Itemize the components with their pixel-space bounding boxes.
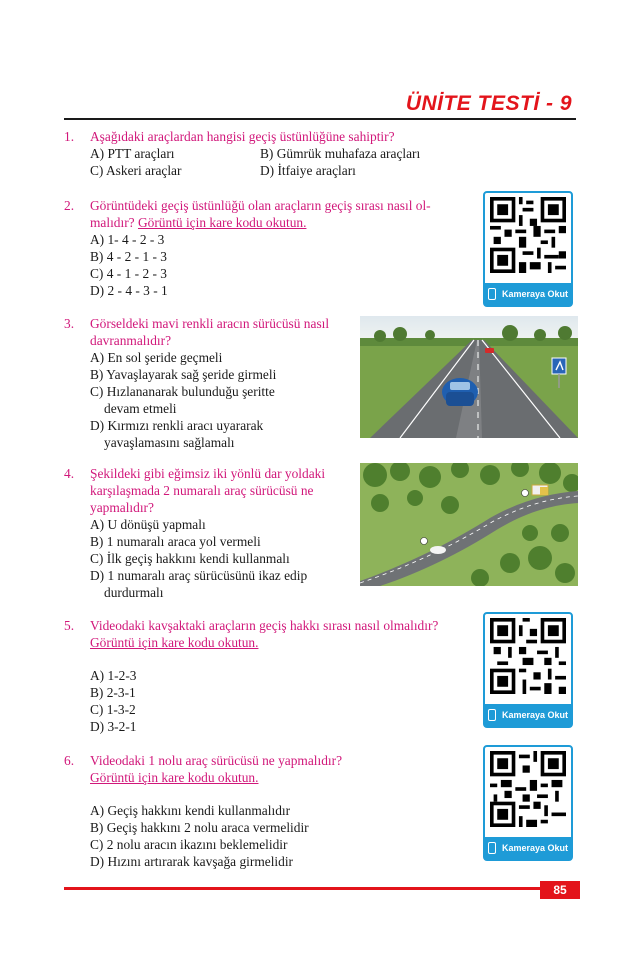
phone-icon xyxy=(488,709,496,721)
option-d-continued: durdurmalı xyxy=(104,585,164,600)
option-c[interactable]: C) 2 nolu aracın ikazını beklemelidir xyxy=(90,837,288,852)
option-a[interactable]: A) 1-2-3 xyxy=(90,668,137,683)
qr-instruction-link[interactable]: Görüntü için kare kodu okutun. xyxy=(90,770,259,785)
question-text-line-1: Şekildeki gibi eğimsiz iki yönlü dar yoldaki xyxy=(90,466,326,481)
page-number: 85 xyxy=(540,881,580,899)
question-text: Videodaki 1 nolu araç sürücüsü ne yapmalıdır? xyxy=(90,753,343,768)
option-d[interactable]: D) Kırmızı renkli aracı uyararak xyxy=(90,418,264,433)
option-b[interactable]: B) 4 - 2 - 1 - 3 xyxy=(90,249,167,264)
option-b[interactable]: B) Geçiş hakkını 2 nolu araca vermelidir xyxy=(90,820,309,835)
question-number: 2. xyxy=(64,198,75,213)
option-d[interactable]: D) 1 numaralı araç sürücüsünü ikaz edip xyxy=(90,568,308,583)
option-b[interactable]: B) Gümrük muhafaza araçları xyxy=(260,146,421,161)
option-a[interactable]: A) U dönüşü yapmalı xyxy=(90,517,206,532)
question-text-line-2: davranmalıdır? xyxy=(90,333,172,348)
question-number: 1. xyxy=(64,129,75,144)
qr-code-box-6[interactable] xyxy=(483,745,573,861)
question-number: 6. xyxy=(64,753,75,768)
option-a[interactable]: A) En sol şeride geçmeli xyxy=(90,350,223,365)
qr-code-icon xyxy=(490,751,566,827)
question-text-line-3: yapmalıdır? xyxy=(90,500,154,515)
question-text-line-1: Görüntüdeki geçiş üstünlüğü olan araçların geçiş sırası nasıl ol- xyxy=(90,198,431,213)
unit-test-title: ÜNİTE TESTİ - 9 xyxy=(405,92,572,115)
option-b[interactable]: B) 1 numaralı araca yol vermeli xyxy=(90,534,261,549)
option-c-continued: devam etmeli xyxy=(104,401,177,416)
option-c[interactable]: C) 1-3-2 xyxy=(90,702,136,717)
footer-rule xyxy=(64,887,576,890)
option-c[interactable]: C) Hızlananarak bulunduğu şeritte xyxy=(90,384,275,399)
qr-camera-label: Kameraya Okut xyxy=(485,704,571,726)
option-a[interactable]: A) 1- 4 - 2 - 3 xyxy=(90,232,165,247)
option-d[interactable]: D) 3-2-1 xyxy=(90,719,137,734)
question-number: 5. xyxy=(64,618,75,633)
phone-icon xyxy=(488,842,496,854)
title-rule xyxy=(64,118,576,120)
option-c[interactable]: C) İlk geçiş hakkını kendi kullanmalı xyxy=(90,551,290,566)
qr-camera-label: Kameraya Okut xyxy=(485,837,571,859)
option-a[interactable]: A) PTT araçları xyxy=(90,146,175,161)
option-d-continued: yavaşlamasını sağlamalı xyxy=(104,435,235,450)
question-text-line-2: malıdır? xyxy=(90,215,135,230)
option-d[interactable]: D) İtfaiye araçları xyxy=(260,163,356,178)
option-c[interactable]: C) 4 - 1 - 2 - 3 xyxy=(90,266,167,281)
qr-code-icon xyxy=(490,197,566,273)
qr-code-box-5[interactable] xyxy=(483,612,573,728)
question-number: 4. xyxy=(64,466,75,481)
qr-code-icon xyxy=(490,618,566,694)
question-text-line-1: Görseldeki mavi renkli aracın sürücüsü nasıl xyxy=(90,316,330,331)
question-text-line-2: karşılaşmada 2 numaralı araç sürücüsü ne xyxy=(90,483,314,498)
option-a[interactable]: A) Geçiş hakkını kendi kullanmalıdır xyxy=(90,803,291,818)
qr-instruction-link[interactable]: Görüntü için kare kodu okutun. xyxy=(137,215,307,230)
narrow-road-scene-image xyxy=(360,463,578,586)
qr-camera-label: Kameraya Okut xyxy=(485,283,571,305)
phone-icon xyxy=(488,288,496,300)
option-d[interactable]: D) 2 - 4 - 3 - 1 xyxy=(90,283,168,298)
option-b[interactable]: B) 2-3-1 xyxy=(90,685,136,700)
option-b[interactable]: B) Yavaşlayarak sağ şeride girmeli xyxy=(90,367,277,382)
question-text: Videodaki kavşaktaki araçların geçiş hakkı sırası nasıl olmalıdır? xyxy=(90,618,439,633)
option-d[interactable]: D) Hızını artırarak kavşağa girmelidir xyxy=(90,854,294,869)
qr-code-box-2[interactable] xyxy=(483,191,573,307)
option-c[interactable]: C) Askeri araçlar xyxy=(90,163,182,178)
question-number: 3. xyxy=(64,316,75,331)
highway-scene-image xyxy=(360,316,578,438)
qr-instruction-link[interactable]: Görüntü için kare kodu okutun. xyxy=(90,635,259,650)
question-text: Aşağıdaki araçlardan hangisi geçiş üstünlüğüne sahiptir? xyxy=(90,129,395,144)
